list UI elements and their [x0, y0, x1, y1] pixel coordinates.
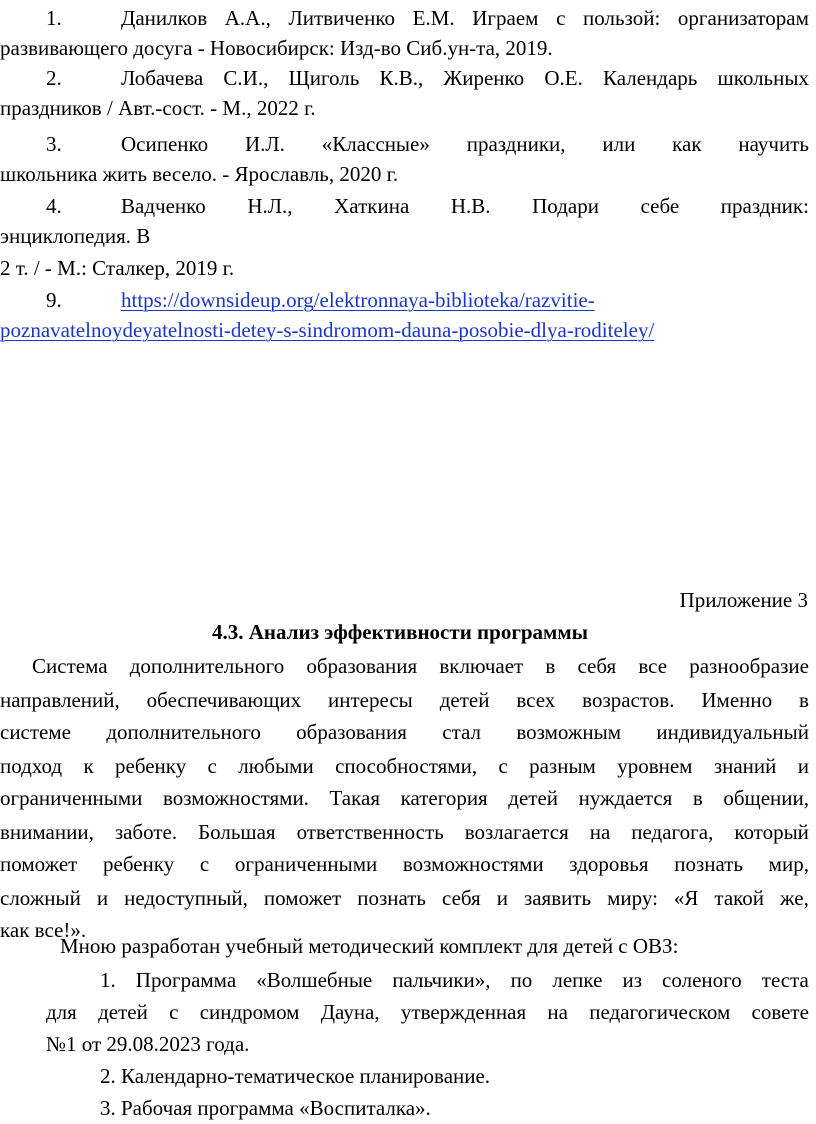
word: детей [508, 786, 559, 810]
word: Н.В. [450, 194, 491, 218]
appendix-label: Приложение 3 [679, 588, 808, 612]
paragraph-line [0, 818, 816, 848]
word: праздники, [466, 132, 566, 156]
word: Дауна, [320, 1000, 380, 1024]
paragraph-line [0, 784, 816, 814]
paragraph-line-text [0, 686, 809, 714]
reference-text: праздников / Авт.-сост. - М., 2022 г. [0, 96, 316, 120]
word: с [207, 754, 217, 778]
word: Осипенко [121, 132, 209, 156]
word: включает [439, 654, 524, 678]
paragraph-line [0, 884, 816, 914]
word: поможет [263, 886, 342, 910]
word: праздник: [720, 194, 809, 218]
word: поможет [0, 852, 78, 876]
word: Лобачева [121, 66, 204, 90]
word: системе [0, 720, 71, 744]
reference-number: 9. [46, 288, 62, 312]
word: себя [577, 654, 617, 678]
word: Система [32, 654, 108, 678]
word: совете [751, 1000, 809, 1024]
word: детей [98, 1000, 148, 1024]
word: теста [761, 968, 809, 992]
word: Календарь [603, 66, 698, 90]
word: познать [357, 886, 427, 910]
word: миру: [607, 886, 658, 910]
word: Играем [472, 6, 539, 30]
word: возлагается [464, 820, 569, 844]
word: Хаткина [334, 194, 410, 218]
word: организаторам [677, 6, 809, 30]
reference-item-2 [0, 64, 816, 94]
word: к [83, 754, 94, 778]
word: здоровья [569, 852, 649, 876]
paragraph-line-text [32, 652, 809, 680]
word: направлений, [0, 688, 120, 712]
word: детей [439, 688, 490, 712]
word: Щиголь [288, 66, 360, 90]
section-heading-row [0, 618, 816, 648]
word: Жиренко [443, 66, 525, 90]
reference-line-1 [121, 192, 809, 220]
word: и [797, 754, 809, 778]
kit-intro: Мною разработан учебный методический комплект для детей с ОВЗ: [60, 934, 679, 958]
kit-item-1 [0, 966, 816, 996]
word: познать [674, 852, 744, 876]
paragraph-line-text: как все!». [0, 918, 87, 942]
kit-item-text: 2. Календарно-тематическое планирование. [100, 1064, 491, 1088]
word: утвержденная [400, 1000, 527, 1024]
reference-text: энциклопедия. В [0, 224, 151, 248]
word: на [589, 820, 611, 844]
word: пользой: [583, 6, 661, 30]
word: Вадченко [121, 194, 206, 218]
word: интересы [328, 688, 413, 712]
word: возможностями. [162, 786, 309, 810]
reference-line-1 [121, 64, 809, 92]
word: мир, [768, 852, 809, 876]
word: «Волшебные [256, 968, 373, 992]
word: обеспечивающих [146, 688, 302, 712]
word: Литвиченко [288, 6, 396, 30]
word: образования [296, 720, 407, 744]
word: соленого [662, 968, 742, 992]
word: 1. [100, 968, 116, 992]
reference-number: 1. [46, 6, 62, 30]
word: Н.Л., [247, 194, 293, 218]
reference-item-3 [0, 130, 816, 160]
reference-line-1 [121, 130, 809, 158]
kit-item-1-continuation [0, 998, 816, 1028]
reference-item-4 [0, 192, 816, 222]
word: из [622, 968, 642, 992]
appendix-label-row [0, 586, 816, 616]
word: внимании, [0, 820, 94, 844]
word: такой [714, 886, 765, 910]
paragraph-line-text [0, 718, 809, 746]
word: ответственность [296, 820, 444, 844]
word: как [672, 132, 702, 156]
word: возможным [516, 720, 622, 744]
word: подход [0, 754, 63, 778]
word: Данилков [121, 6, 208, 30]
reference-text: 2 т. / - М.: Сталкер, 2019 г. [0, 256, 235, 280]
word: с [498, 754, 508, 778]
word: для [46, 1000, 77, 1024]
word: недоступный, [124, 886, 248, 910]
word: ребенку [115, 754, 187, 778]
word: ребенку [103, 852, 175, 876]
reference-link[interactable]: https://downsideup.org/elektronnaya-biblioteka/razvitie- [121, 288, 595, 312]
reference-item-9 [0, 286, 816, 316]
word: ограниченными [234, 852, 378, 876]
reference-number: 4. [46, 194, 62, 218]
word: уровнем [617, 754, 693, 778]
word: с [199, 852, 210, 876]
word: любыми [238, 754, 314, 778]
reference-line-1 [121, 4, 809, 32]
word: С.И., [223, 66, 269, 90]
word: категория [400, 786, 488, 810]
word: общении, [723, 786, 809, 810]
word: знаний [713, 754, 777, 778]
word: разным [529, 754, 596, 778]
paragraph-line-text [0, 784, 809, 812]
word: «Я [673, 886, 699, 910]
kit-item-text: 3. Рабочая программа «Воспиталка». [100, 1096, 431, 1120]
paragraph-line [0, 652, 816, 682]
paragraph-line-text [0, 752, 809, 780]
paragraph-line [0, 718, 816, 748]
word: возрастов. [582, 688, 675, 712]
paragraph-line [0, 686, 816, 716]
word: все [638, 654, 668, 678]
paragraph-line-text [0, 884, 809, 912]
reference-item-1 [0, 4, 816, 34]
section-heading: 4.3. Анализ эффективности программы [212, 620, 589, 644]
word: и [496, 886, 508, 910]
word: и [96, 886, 109, 910]
word: образования [306, 654, 418, 678]
word: возможностями [402, 852, 544, 876]
word: синдромом [199, 1000, 300, 1024]
reference-text: развивающего досуга - Новосибирск: Изд-во Сиб.ун-та, 2019. [0, 36, 553, 60]
paragraph-line-text [0, 850, 809, 878]
reference-number: 3. [46, 132, 62, 156]
word: Е.М. [412, 6, 455, 30]
kit-item-line-1 [100, 966, 809, 994]
word: с [169, 1000, 179, 1024]
word: заботе. [114, 820, 178, 844]
paragraph-line [0, 752, 816, 782]
word: с [556, 6, 566, 30]
word: способностями, [335, 754, 478, 778]
word: педагогическом [589, 1000, 731, 1024]
word: индивидуальный [656, 720, 809, 744]
word: на [547, 1000, 568, 1024]
kit-item-line-2 [46, 998, 809, 1026]
word: О.Е. [544, 66, 583, 90]
word: в [799, 688, 809, 712]
word: Программа [135, 968, 237, 992]
word: лепке [552, 968, 603, 992]
word: разнообразие [689, 654, 809, 678]
word: нуждается [578, 786, 673, 810]
word: себе [640, 194, 680, 218]
word: Подари [532, 194, 599, 218]
word: ограниченными [0, 786, 143, 810]
word: пальчики», [392, 968, 491, 992]
reference-link-continuation[interactable]: poznavatelnoydeyatelnosti-detey-s-sindromom-dauna-posobie-dlya-roditeley/ [0, 318, 655, 342]
word: стал [442, 720, 482, 744]
word: педагога, [631, 820, 714, 844]
word: всех [516, 688, 556, 712]
paragraph-line-text [0, 818, 809, 846]
word: дополнительного [129, 654, 285, 678]
word: Такая [329, 786, 380, 810]
word: же, [780, 886, 809, 910]
word: И.Л. [245, 132, 285, 156]
word: дополнительного [106, 720, 261, 744]
word: в [545, 654, 556, 678]
word: школьных [717, 66, 809, 90]
paragraph-line [0, 850, 816, 880]
word: или [602, 132, 636, 156]
reference-number: 2. [46, 66, 62, 90]
kit-item-text: №1 от 29.08.2023 года. [46, 1032, 250, 1056]
word: себя [442, 886, 481, 910]
word: заявить [523, 886, 592, 910]
reference-text: школьника жить весело. - Ярославль, 2020 г. [0, 162, 399, 186]
word: Именно [701, 688, 773, 712]
word: научить [738, 132, 809, 156]
word: в [692, 786, 703, 810]
word: К.В., [379, 66, 424, 90]
word: который [734, 820, 809, 844]
word: Большая [198, 820, 276, 844]
word: А.А., [224, 6, 271, 30]
word: сложный [0, 886, 81, 910]
word: «Классные» [321, 132, 430, 156]
word: по [510, 968, 533, 992]
